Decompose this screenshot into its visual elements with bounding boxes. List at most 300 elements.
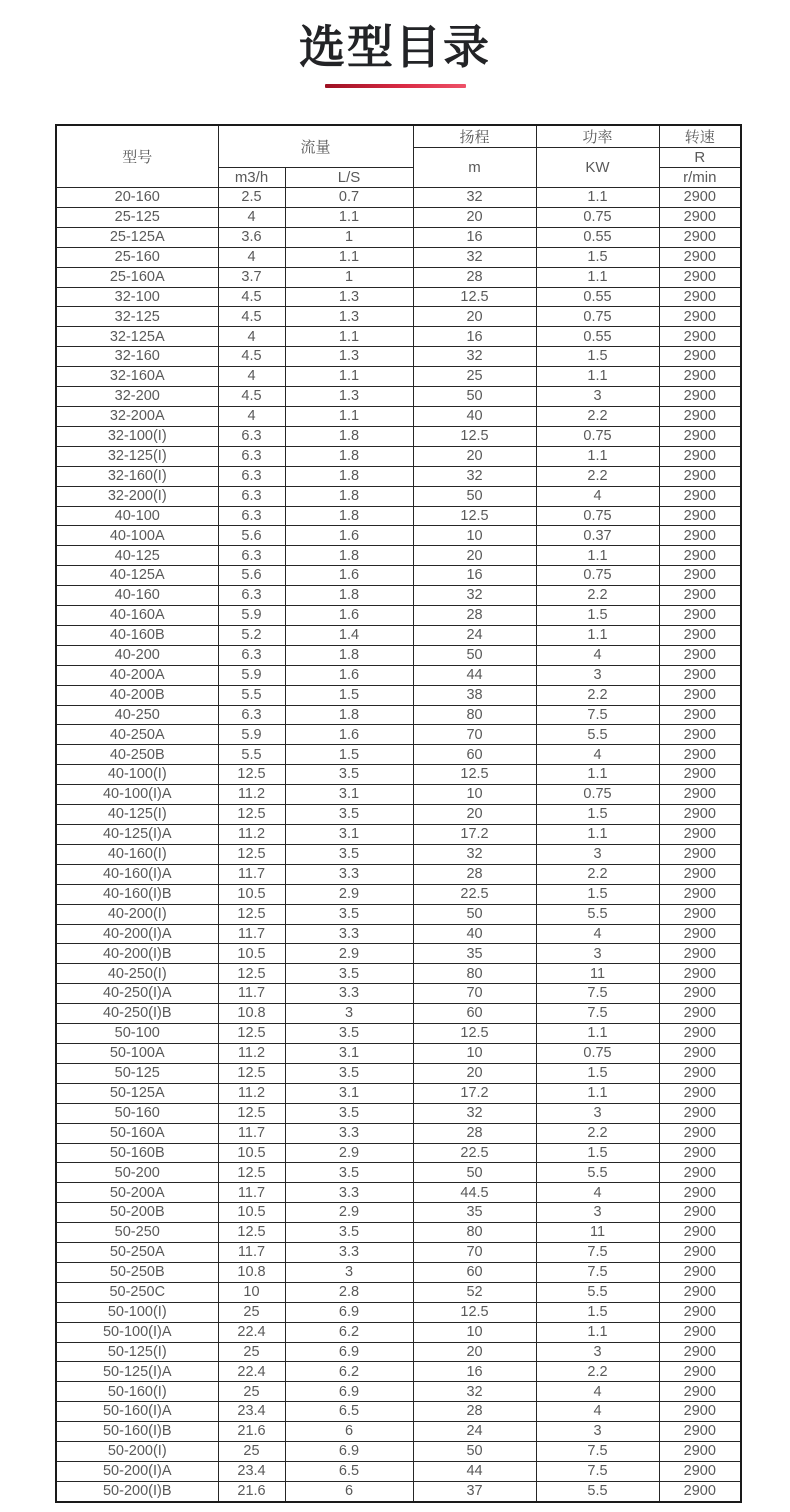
cell-speed-rpm: 2900	[659, 665, 741, 685]
cell-speed-rpm: 2900	[659, 1422, 741, 1442]
cell-power-kw: 3	[536, 387, 659, 407]
table-row	[56, 685, 741, 705]
table-row	[56, 944, 741, 964]
cell-model: 40-160A	[56, 606, 218, 626]
cell-speed-rpm: 2900	[659, 825, 741, 845]
table-row	[56, 1243, 741, 1263]
cell-model: 50-200(I)B	[56, 1481, 218, 1501]
cell-head-m: 80	[413, 705, 536, 725]
cell-head-m: 80	[413, 964, 536, 984]
cell-power-kw: 3	[536, 1422, 659, 1442]
cell-power-kw: 1.5	[536, 1063, 659, 1083]
table-row	[56, 466, 741, 486]
cell-flow-m3h: 11.7	[218, 1123, 285, 1143]
cell-flow-ls: 1.8	[285, 486, 413, 506]
cell-power-kw: 2.2	[536, 1362, 659, 1382]
cell-model: 40-200(I)A	[56, 924, 218, 944]
cell-flow-ls: 1.8	[285, 705, 413, 725]
cell-flow-ls: 1.3	[285, 307, 413, 327]
cell-flow-m3h: 12.5	[218, 964, 285, 984]
table-row	[56, 526, 741, 546]
cell-flow-m3h: 6.3	[218, 705, 285, 725]
cell-flow-m3h: 21.6	[218, 1422, 285, 1442]
cell-power-kw: 11	[536, 964, 659, 984]
cell-power-kw: 2.2	[536, 1123, 659, 1143]
cell-flow-ls: 1.8	[285, 586, 413, 606]
cell-head-m: 70	[413, 984, 536, 1004]
cell-head-m: 28	[413, 267, 536, 287]
cell-flow-m3h: 11.7	[218, 984, 285, 1004]
cell-power-kw: 0.55	[536, 327, 659, 347]
header-speed-r: R	[659, 148, 741, 168]
cell-flow-ls: 1.6	[285, 606, 413, 626]
table-row	[56, 1282, 741, 1302]
table-row	[56, 964, 741, 984]
cell-power-kw: 7.5	[536, 1262, 659, 1282]
cell-speed-rpm: 2900	[659, 506, 741, 526]
cell-flow-m3h: 6.3	[218, 466, 285, 486]
cell-model: 40-250(I)A	[56, 984, 218, 1004]
cell-power-kw: 7.5	[536, 1004, 659, 1024]
cell-power-kw: 1.1	[536, 546, 659, 566]
cell-model: 40-125(I)A	[56, 825, 218, 845]
header-head-unit: m	[413, 148, 536, 188]
table-row	[56, 1382, 741, 1402]
cell-model: 50-250B	[56, 1262, 218, 1282]
header-flow-ls: L/S	[285, 168, 413, 188]
cell-flow-ls: 3.5	[285, 1024, 413, 1044]
cell-speed-rpm: 2900	[659, 1163, 741, 1183]
cell-speed-rpm: 2900	[659, 1243, 741, 1263]
cell-model: 50-160B	[56, 1143, 218, 1163]
cell-head-m: 10	[413, 1043, 536, 1063]
cell-power-kw: 7.5	[536, 1243, 659, 1263]
cell-power-kw: 1.1	[536, 1024, 659, 1044]
cell-head-m: 20	[413, 307, 536, 327]
table-row	[56, 1262, 741, 1282]
cell-flow-ls: 2.8	[285, 1282, 413, 1302]
cell-flow-m3h: 10	[218, 1282, 285, 1302]
cell-flow-m3h: 6.3	[218, 546, 285, 566]
cell-flow-ls: 6	[285, 1422, 413, 1442]
cell-flow-ls: 3.1	[285, 1083, 413, 1103]
table-row	[56, 665, 741, 685]
cell-model: 32-100(I)	[56, 426, 218, 446]
cell-power-kw: 3	[536, 944, 659, 964]
cell-speed-rpm: 2900	[659, 1402, 741, 1422]
cell-head-m: 20	[413, 446, 536, 466]
cell-model: 50-200A	[56, 1183, 218, 1203]
cell-speed-rpm: 2900	[659, 1442, 741, 1462]
cell-model: 40-125(I)	[56, 805, 218, 825]
cell-head-m: 32	[413, 586, 536, 606]
table-row	[56, 207, 741, 227]
cell-power-kw: 3	[536, 1342, 659, 1362]
table-row	[56, 1342, 741, 1362]
table-row	[56, 1203, 741, 1223]
cell-flow-m3h: 5.5	[218, 685, 285, 705]
cell-speed-rpm: 2900	[659, 207, 741, 227]
title-underline-accent	[325, 84, 466, 88]
cell-model: 32-125	[56, 307, 218, 327]
cell-flow-ls: 1.1	[285, 367, 413, 387]
cell-flow-m3h: 5.9	[218, 665, 285, 685]
cell-model: 40-125A	[56, 566, 218, 586]
cell-flow-ls: 1.5	[285, 685, 413, 705]
cell-flow-m3h: 11.2	[218, 785, 285, 805]
cell-speed-rpm: 2900	[659, 1223, 741, 1243]
cell-speed-rpm: 2900	[659, 944, 741, 964]
cell-flow-m3h: 4.5	[218, 387, 285, 407]
cell-speed-rpm: 2900	[659, 1123, 741, 1143]
cell-speed-rpm: 2900	[659, 1203, 741, 1223]
cell-flow-ls: 3.5	[285, 1063, 413, 1083]
cell-power-kw: 5.5	[536, 904, 659, 924]
cell-flow-ls: 1.3	[285, 387, 413, 407]
cell-model: 40-160B	[56, 625, 218, 645]
cell-speed-rpm: 2900	[659, 188, 741, 208]
cell-head-m: 50	[413, 486, 536, 506]
cell-flow-m3h: 5.6	[218, 526, 285, 546]
cell-flow-m3h: 11.2	[218, 1083, 285, 1103]
cell-model: 50-100	[56, 1024, 218, 1044]
table-row	[56, 426, 741, 446]
cell-speed-rpm: 2900	[659, 785, 741, 805]
cell-speed-rpm: 2900	[659, 1462, 741, 1482]
cell-model: 50-160(I)A	[56, 1402, 218, 1422]
cell-head-m: 22.5	[413, 1143, 536, 1163]
table-row	[56, 1043, 741, 1063]
cell-speed-rpm: 2900	[659, 446, 741, 466]
cell-flow-m3h: 12.5	[218, 1024, 285, 1044]
cell-model: 40-100(I)	[56, 765, 218, 785]
cell-model: 32-125A	[56, 327, 218, 347]
cell-model: 50-200(I)A	[56, 1462, 218, 1482]
cell-power-kw: 11	[536, 1223, 659, 1243]
cell-flow-m3h: 25	[218, 1302, 285, 1322]
table-row	[56, 864, 741, 884]
cell-flow-ls: 3	[285, 1262, 413, 1282]
cell-flow-m3h: 25	[218, 1382, 285, 1402]
cell-power-kw: 2.2	[536, 406, 659, 426]
cell-flow-m3h: 11.7	[218, 924, 285, 944]
cell-model: 32-200A	[56, 406, 218, 426]
cell-model: 40-250(I)	[56, 964, 218, 984]
cell-model: 40-250A	[56, 725, 218, 745]
cell-flow-m3h: 10.5	[218, 1143, 285, 1163]
cell-speed-rpm: 2900	[659, 1481, 741, 1501]
cell-speed-rpm: 2900	[659, 247, 741, 267]
cell-head-m: 12.5	[413, 287, 536, 307]
cell-speed-rpm: 2900	[659, 1004, 741, 1024]
cell-flow-m3h: 6.3	[218, 645, 285, 665]
cell-flow-ls: 3	[285, 1004, 413, 1024]
cell-flow-m3h: 12.5	[218, 765, 285, 785]
cell-speed-rpm: 2900	[659, 1103, 741, 1123]
cell-speed-rpm: 2900	[659, 1342, 741, 1362]
table-row	[56, 1163, 741, 1183]
cell-head-m: 20	[413, 546, 536, 566]
cell-model: 40-250	[56, 705, 218, 725]
table-row	[56, 844, 741, 864]
cell-speed-rpm: 2900	[659, 805, 741, 825]
cell-flow-m3h: 11.7	[218, 864, 285, 884]
table-row	[56, 606, 741, 626]
cell-flow-m3h: 6.3	[218, 446, 285, 466]
cell-flow-m3h: 2.5	[218, 188, 285, 208]
cell-power-kw: 0.55	[536, 227, 659, 247]
table-row	[56, 825, 741, 845]
cell-speed-rpm: 2900	[659, 1063, 741, 1083]
cell-head-m: 17.2	[413, 1083, 536, 1103]
cell-flow-ls: 1.8	[285, 645, 413, 665]
header-power: 功率	[536, 125, 659, 148]
cell-model: 50-200B	[56, 1203, 218, 1223]
cell-power-kw: 0.75	[536, 207, 659, 227]
cell-model: 25-125	[56, 207, 218, 227]
cell-flow-ls: 1.1	[285, 406, 413, 426]
cell-head-m: 28	[413, 864, 536, 884]
cell-flow-m3h: 5.6	[218, 566, 285, 586]
cell-power-kw: 4	[536, 1382, 659, 1402]
cell-speed-rpm: 2900	[659, 685, 741, 705]
table-row	[56, 227, 741, 247]
cell-flow-ls: 6.2	[285, 1322, 413, 1342]
cell-model: 50-160(I)	[56, 1382, 218, 1402]
cell-speed-rpm: 2900	[659, 586, 741, 606]
cell-model: 50-200(I)	[56, 1442, 218, 1462]
cell-flow-m3h: 10.8	[218, 1004, 285, 1024]
table-row	[56, 1024, 741, 1044]
cell-speed-rpm: 2900	[659, 904, 741, 924]
cell-flow-ls: 3.5	[285, 1223, 413, 1243]
cell-speed-rpm: 2900	[659, 844, 741, 864]
cell-flow-m3h: 5.9	[218, 606, 285, 626]
cell-head-m: 20	[413, 805, 536, 825]
cell-flow-m3h: 4	[218, 247, 285, 267]
table-row	[56, 1402, 741, 1422]
cell-model: 40-200A	[56, 665, 218, 685]
cell-speed-rpm: 2900	[659, 1322, 741, 1342]
cell-speed-rpm: 2900	[659, 347, 741, 367]
cell-flow-m3h: 12.5	[218, 904, 285, 924]
cell-model: 25-160	[56, 247, 218, 267]
cell-flow-m3h: 10.5	[218, 1203, 285, 1223]
cell-flow-ls: 3.3	[285, 984, 413, 1004]
cell-power-kw: 1.1	[536, 1322, 659, 1342]
cell-speed-rpm: 2900	[659, 1282, 741, 1302]
cell-model: 50-125(I)	[56, 1342, 218, 1362]
cell-speed-rpm: 2900	[659, 227, 741, 247]
cell-speed-rpm: 2900	[659, 924, 741, 944]
cell-power-kw: 5.5	[536, 725, 659, 745]
cell-flow-ls: 0.7	[285, 188, 413, 208]
cell-speed-rpm: 2900	[659, 1362, 741, 1382]
table-row	[56, 267, 741, 287]
table-row	[56, 1302, 741, 1322]
cell-power-kw: 7.5	[536, 984, 659, 1004]
cell-head-m: 16	[413, 1362, 536, 1382]
cell-model: 40-160(I)A	[56, 864, 218, 884]
cell-head-m: 16	[413, 566, 536, 586]
cell-model: 40-250(I)B	[56, 1004, 218, 1024]
cell-flow-m3h: 11.2	[218, 825, 285, 845]
table-row	[56, 1143, 741, 1163]
cell-speed-rpm: 2900	[659, 765, 741, 785]
cell-flow-ls: 3.1	[285, 1043, 413, 1063]
cell-flow-m3h: 21.6	[218, 1481, 285, 1501]
cell-head-m: 52	[413, 1282, 536, 1302]
header-power-unit: KW	[536, 148, 659, 188]
table-row	[56, 705, 741, 725]
cell-power-kw: 0.75	[536, 785, 659, 805]
cell-flow-ls: 6	[285, 1481, 413, 1501]
cell-flow-m3h: 23.4	[218, 1462, 285, 1482]
cell-flow-ls: 1.8	[285, 466, 413, 486]
table-row	[56, 506, 741, 526]
cell-flow-ls: 2.9	[285, 884, 413, 904]
cell-model: 50-250	[56, 1223, 218, 1243]
cell-head-m: 60	[413, 1262, 536, 1282]
cell-speed-rpm: 2900	[659, 705, 741, 725]
table-row	[56, 566, 741, 586]
cell-flow-ls: 6.9	[285, 1442, 413, 1462]
cell-model: 40-200	[56, 645, 218, 665]
cell-power-kw: 1.5	[536, 606, 659, 626]
cell-model: 50-125	[56, 1063, 218, 1083]
cell-speed-rpm: 2900	[659, 566, 741, 586]
cell-power-kw: 1.5	[536, 884, 659, 904]
cell-flow-ls: 1.6	[285, 725, 413, 745]
cell-head-m: 22.5	[413, 884, 536, 904]
cell-speed-rpm: 2900	[659, 745, 741, 765]
cell-model: 32-200	[56, 387, 218, 407]
cell-power-kw: 2.2	[536, 864, 659, 884]
table-row	[56, 745, 741, 765]
cell-flow-m3h: 5.2	[218, 625, 285, 645]
cell-model: 50-125A	[56, 1083, 218, 1103]
cell-power-kw: 3	[536, 665, 659, 685]
cell-flow-ls: 2.9	[285, 1203, 413, 1223]
cell-head-m: 35	[413, 1203, 536, 1223]
cell-head-m: 12.5	[413, 506, 536, 526]
cell-head-m: 32	[413, 247, 536, 267]
cell-power-kw: 1.5	[536, 247, 659, 267]
cell-flow-m3h: 11.7	[218, 1243, 285, 1263]
cell-head-m: 32	[413, 347, 536, 367]
cell-head-m: 50	[413, 387, 536, 407]
cell-speed-rpm: 2900	[659, 645, 741, 665]
cell-power-kw: 1.1	[536, 446, 659, 466]
table-row	[56, 984, 741, 1004]
cell-head-m: 12.5	[413, 765, 536, 785]
cell-power-kw: 0.75	[536, 307, 659, 327]
cell-model: 40-160(I)	[56, 844, 218, 864]
cell-speed-rpm: 2900	[659, 1143, 741, 1163]
cell-head-m: 24	[413, 1422, 536, 1442]
cell-flow-m3h: 12.5	[218, 844, 285, 864]
header-model: 型号	[56, 125, 218, 188]
table-row	[56, 1183, 741, 1203]
cell-power-kw: 5.5	[536, 1163, 659, 1183]
cell-flow-m3h: 25	[218, 1442, 285, 1462]
cell-model: 32-100	[56, 287, 218, 307]
cell-speed-rpm: 2900	[659, 287, 741, 307]
cell-flow-ls: 1	[285, 227, 413, 247]
cell-flow-ls: 1.3	[285, 347, 413, 367]
cell-flow-m3h: 6.3	[218, 506, 285, 526]
cell-head-m: 50	[413, 1163, 536, 1183]
cell-power-kw: 7.5	[536, 1462, 659, 1482]
cell-model: 50-160	[56, 1103, 218, 1123]
cell-flow-ls: 1.8	[285, 506, 413, 526]
cell-model: 50-160(I)B	[56, 1422, 218, 1442]
cell-head-m: 16	[413, 227, 536, 247]
cell-speed-rpm: 2900	[659, 486, 741, 506]
cell-power-kw: 3	[536, 844, 659, 864]
cell-flow-ls: 1.4	[285, 625, 413, 645]
cell-head-m: 10	[413, 785, 536, 805]
cell-head-m: 70	[413, 725, 536, 745]
cell-model: 40-200B	[56, 685, 218, 705]
cell-head-m: 20	[413, 207, 536, 227]
cell-power-kw: 0.55	[536, 287, 659, 307]
cell-flow-ls: 1.8	[285, 446, 413, 466]
cell-flow-m3h: 12.5	[218, 1163, 285, 1183]
cell-flow-m3h: 6.3	[218, 586, 285, 606]
cell-flow-ls: 2.9	[285, 944, 413, 964]
cell-flow-ls: 3.3	[285, 1123, 413, 1143]
cell-model: 32-125(I)	[56, 446, 218, 466]
cell-flow-ls: 1.6	[285, 566, 413, 586]
cell-flow-m3h: 4	[218, 406, 285, 426]
cell-flow-m3h: 4	[218, 207, 285, 227]
cell-flow-m3h: 3.7	[218, 267, 285, 287]
table-row	[56, 327, 741, 347]
cell-flow-m3h: 22.4	[218, 1362, 285, 1382]
header-flow: 流量	[218, 125, 413, 168]
table-row	[56, 247, 741, 267]
cell-flow-m3h: 22.4	[218, 1322, 285, 1342]
cell-head-m: 60	[413, 1004, 536, 1024]
cell-speed-rpm: 2900	[659, 327, 741, 347]
cell-head-m: 60	[413, 745, 536, 765]
table-row	[56, 446, 741, 466]
cell-power-kw: 3	[536, 1203, 659, 1223]
cell-flow-ls: 6.5	[285, 1402, 413, 1422]
cell-head-m: 38	[413, 685, 536, 705]
table-row	[56, 1223, 741, 1243]
cell-power-kw: 0.75	[536, 566, 659, 586]
table-row	[56, 924, 741, 944]
cell-head-m: 32	[413, 1382, 536, 1402]
cell-head-m: 28	[413, 606, 536, 626]
cell-flow-m3h: 4.5	[218, 347, 285, 367]
cell-head-m: 37	[413, 1481, 536, 1501]
cell-power-kw: 7.5	[536, 1442, 659, 1462]
cell-flow-ls: 1.8	[285, 546, 413, 566]
cell-head-m: 44.5	[413, 1183, 536, 1203]
cell-speed-rpm: 2900	[659, 387, 741, 407]
cell-flow-ls: 1.6	[285, 665, 413, 685]
cell-model: 40-100A	[56, 526, 218, 546]
cell-flow-m3h: 6.3	[218, 486, 285, 506]
cell-flow-ls: 6.5	[285, 1462, 413, 1482]
cell-flow-ls: 1.6	[285, 526, 413, 546]
cell-power-kw: 1.5	[536, 1302, 659, 1322]
table-row	[56, 1123, 741, 1143]
cell-speed-rpm: 2900	[659, 526, 741, 546]
